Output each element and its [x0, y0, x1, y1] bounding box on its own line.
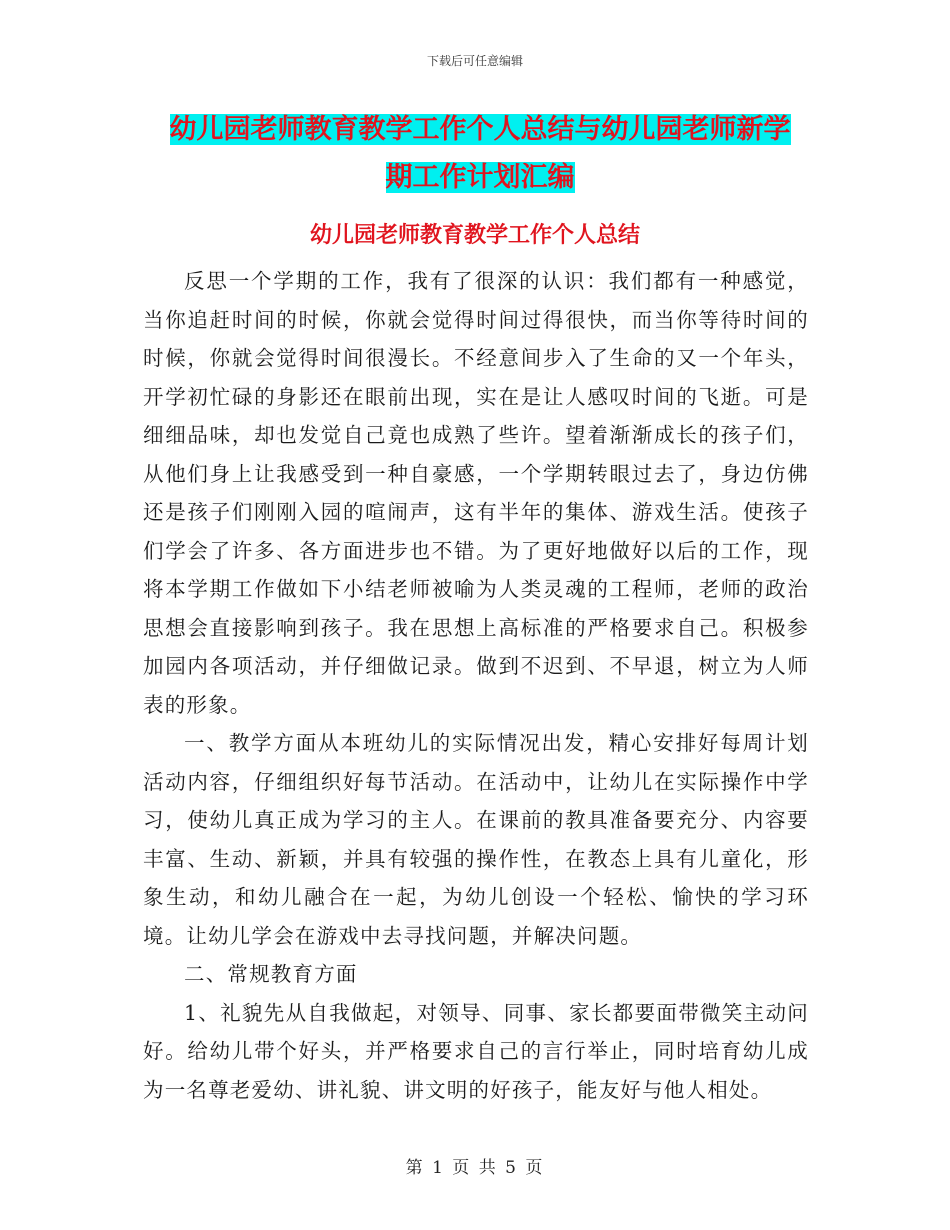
- section-title: 幼儿园老师教育教学工作个人总结: [309, 223, 640, 248]
- paragraph-heading: 二、常规教育方面: [184, 962, 358, 986]
- header-note: 下载后可任意编辑: [426, 54, 523, 68]
- paragraph: 一、教学方面从本班幼儿的实际情况出发，精心安排好每周计划活动内容，仔细组织好每节活动。在活动中，让幼儿在实际操作中学习，使幼儿真正成为学习的主人。在课前的教具准备要充分、内容要丰富、生动、新颖，并具有较强的操作性，在教态上具有儿童化，形象生动，和幼儿融合在一起，为幼儿创设一个轻松、愉快的学习环境。让幼儿学会在游戏中去寻找问题，并解决问题。: [143, 731, 809, 948]
- document-body: [143, 262, 809, 1109]
- document-title-line-1: 幼儿园老师教育教学工作个人总结与幼儿园老师新学: [169, 114, 791, 145]
- paragraph: 反思一个学期的工作，我有了很深的认识：我们都有一种感觉，当你追赶时间的时候，你就会觉得时间过得很快，而当你等待时间的时候，你就会觉得时间很漫长。不经意间步入了生命的又一个年头，开学初忙碌的身影还在眼前出现，实在是让人感叹时间的飞逝。可是细细品味，却也发觉自己竟也成熟了些许。望着渐渐成长的孩子们，从他们身上让我感受到一种自豪感，一个学期转眼过去了，身边仿佛还是孩子们刚刚入园的喧闹声，这有半年的集体、游戏生活。使孩子们学会了许多、各方面进步也不错。为了更好地做好以后的工作，现将本学期工作做如下小结老师被喻为人类灵魂的工程师，老师的政治思想会直接影响到孩子。我在思想上高标准的严格要求自己。积极参加园内各项活动，并仔细做记录。做到不迟到、不早退，树立为人师表的形象。: [143, 269, 809, 717]
- page-number-footer: 第 1 页 共 5 页: [405, 1158, 545, 1178]
- document-title: [140, 106, 820, 202]
- document-title-line-2: 期工作计划汇编: [385, 162, 575, 193]
- paragraph: 1、礼貌先从自我做起，对领导、同事、家长都要面带微笑主动问好。给幼儿带个好头，并严格要求自己的言行举止，同时培育幼儿成为一名尊老爱幼、讲礼貌、讲文明的好孩子，能友好与他人相处。: [143, 1000, 809, 1102]
